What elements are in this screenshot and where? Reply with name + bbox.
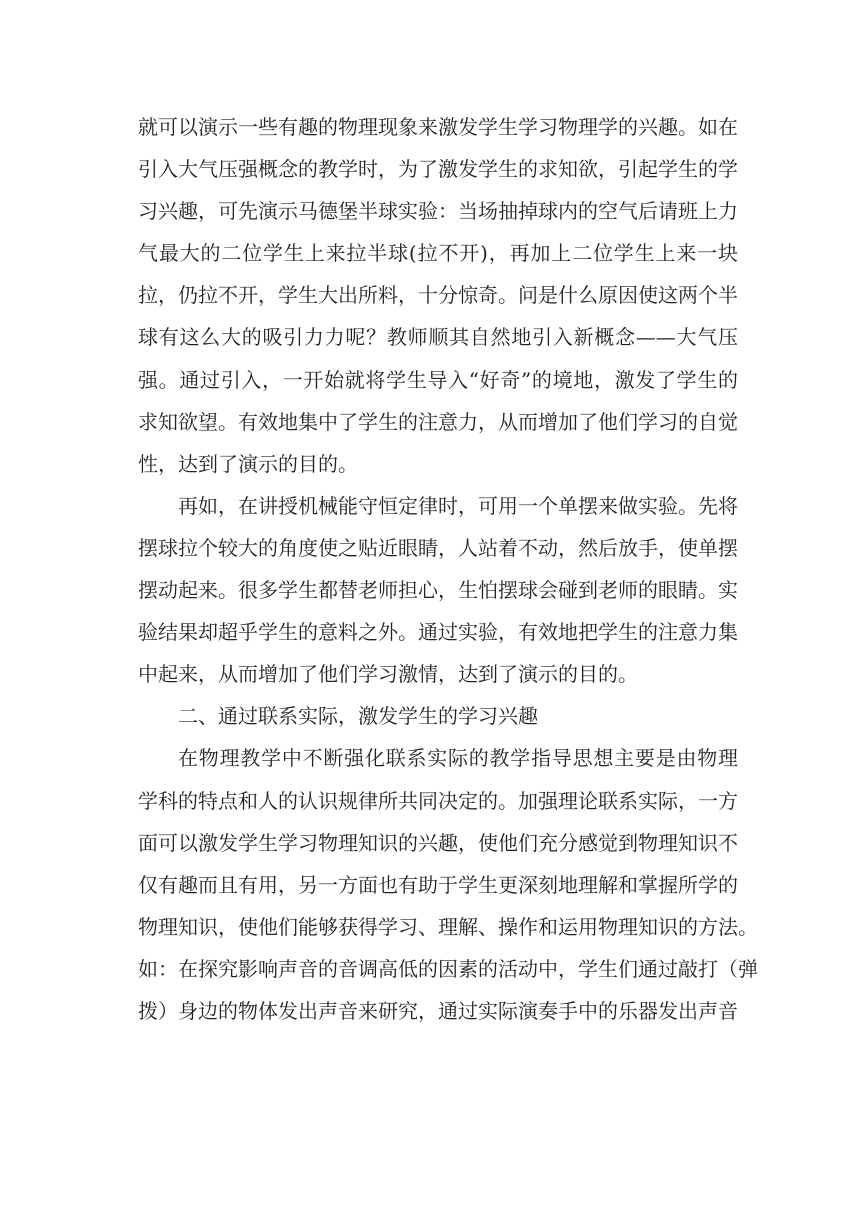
text-line: 求知欲望。有效地集中了学生的注意力，从而增加了他们学习的自觉 xyxy=(138,409,738,434)
text-line: 验结果却超乎学生的意料之外。通过实验，有效地把学生的注意力集 xyxy=(138,620,738,645)
text-line: 物理知识，使他们能够获得学习、理解、操作和运用物理知识的方法。 xyxy=(138,914,758,939)
text-line: 再如，在讲授机械能守恒定律时，可用一个单摆来做实验。先将 xyxy=(178,493,738,518)
text-line: 二、通过联系实际，激发学生的学习兴趣 xyxy=(178,704,538,729)
text-line: 球有这么大的吸引力力呢？教师顺其自然地引入新概念——大气压 xyxy=(138,325,738,350)
text-line: 如：在探究影响声音的音调高低的因素的活动中，学生们通过敲打（弹 xyxy=(138,956,758,981)
text-line: 学科的特点和人的认识规律所共同决定的。加强理论联系实际，一方 xyxy=(138,788,738,813)
text-line: 摆球拉个较大的角度使之贴近眼睛，人站着不动，然后放手，使单摆 xyxy=(138,535,738,560)
text-line: 摆动起来。很多学生都替老师担心，生怕摆球会碰到老师的眼睛。实 xyxy=(138,578,738,603)
text-line: 拉，仍拉不开，学生大出所料，十分惊奇。问是什么原因使这两个半 xyxy=(138,283,738,308)
body-text xyxy=(138,106,758,1032)
text-line: 在物理教学中不断强化联系实际的教学指导思想主要是由物理 xyxy=(178,746,738,771)
text-line: 强。通过引入，一开始就将学生导入“好奇”的境地，激发了学生的 xyxy=(138,367,738,392)
text-line: 习兴趣，可先演示马德堡半球实验：当场抽掉球内的空气后请班上力 xyxy=(138,199,738,224)
text-line: 中起来，从而增加了他们学习激情，达到了演示的目的。 xyxy=(138,662,638,687)
text-line: 就可以演示一些有趣的物理现象来激发学生学习物理学的兴趣。如在 xyxy=(138,115,738,139)
text-line: 气最大的二位学生上来拉半球(拉不开)，再加上二位学生上来一块 xyxy=(138,241,738,266)
text-line: 性，达到了演示的目的。 xyxy=(138,451,358,476)
text-line: 面可以激发学生学习物理知识的兴趣，使他们充分感觉到物理知识不 xyxy=(138,830,738,855)
text-line: 引入大气压强概念的教学时，为了激发学生的求知欲，引起学生的学 xyxy=(138,157,738,182)
text-line: 仅有趣而且有用，另一方面也有助于学生更深刻地理解和掌握所学的 xyxy=(138,872,738,897)
text-line: 拨）身边的物体发出声音来研究，通过实际演奏手中的乐器发出声音 xyxy=(138,998,738,1023)
